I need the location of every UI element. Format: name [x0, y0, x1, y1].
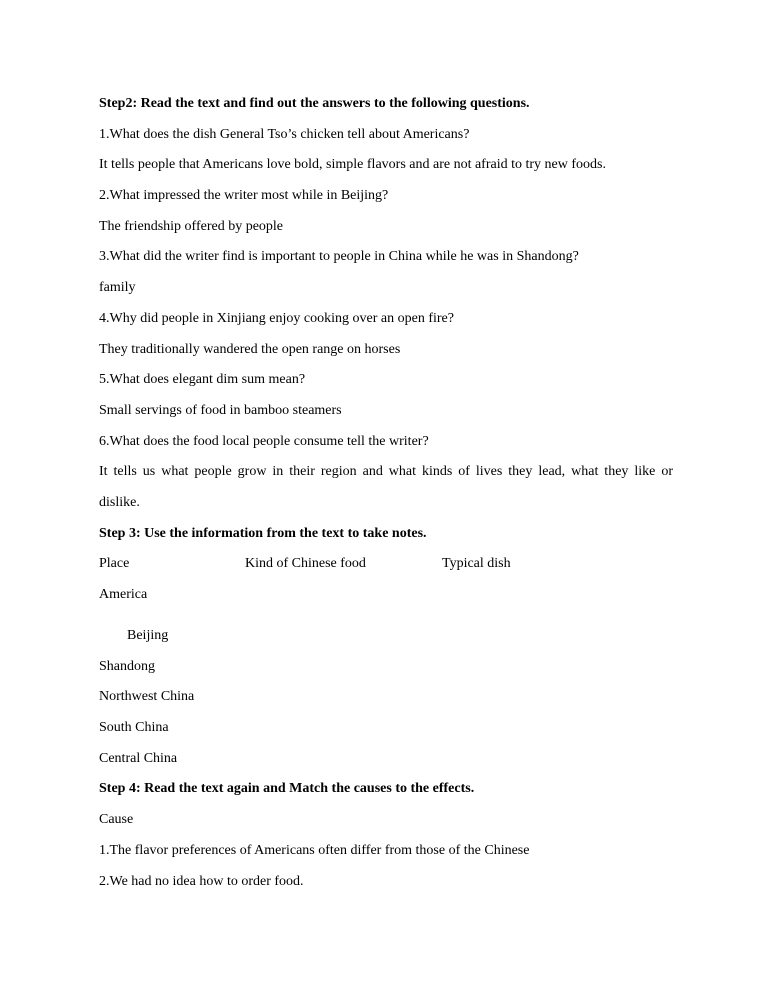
column-header-dish: Typical dish: [442, 556, 511, 572]
answer-4: They traditionally wandered the open range on horses: [99, 341, 401, 357]
place-central-china: Central China: [99, 750, 178, 766]
column-header-place: Place: [99, 556, 130, 572]
place-south-china: South China: [99, 720, 169, 736]
question-6: 6.What does the food local people consume tell the writer?: [99, 433, 429, 449]
answer-6-line-2: dislike.: [99, 494, 140, 510]
cause-2: 2.We had no idea how to order food.: [99, 873, 304, 889]
place-northwest-china: Northwest China: [99, 689, 195, 705]
cause-1: 1.The flavor preferences of Americans often differ from those of the Chinese: [99, 842, 530, 858]
column-header-kind: Kind of Chinese food: [245, 556, 366, 572]
question-1: 1.What does the dish General Tso’s chicken tell about Americans?: [99, 126, 470, 142]
question-3: 3.What did the writer find is important to people in China while he was in Shandong?: [99, 249, 579, 265]
answer-6-line-1: It tells us what people grow in their region and what kinds of lives they lead, what they like or: [99, 464, 673, 480]
question-4: 4.Why did people in Xinjiang enjoy cooking over an open fire?: [99, 310, 454, 326]
answer-5: Small servings of food in bamboo steamers: [99, 402, 342, 418]
notes-table-header: [99, 554, 673, 574]
place-shandong: Shandong: [99, 658, 155, 674]
cause-label: Cause: [99, 812, 134, 828]
place-america: America: [99, 587, 148, 602]
question-2: 2.What impressed the writer most while in Beijing?: [99, 188, 389, 204]
step4-heading: Step 4: Read the text again and Match the causes to the effects.: [99, 781, 475, 797]
place-beijing: Beijing: [127, 628, 169, 643]
answer-2: The friendship offered by people: [99, 218, 284, 234]
document-page: [99, 94, 673, 902]
step3-heading: Step 3: Use the information from the text to take notes.: [99, 525, 427, 541]
answer-3: family: [99, 280, 136, 296]
answer-1: It tells people that Americans love bold, simple flavors and are not afraid to try new foods.: [99, 157, 606, 173]
step2-heading: Step2: Read the text and find out the answers to the following questions.: [99, 96, 530, 111]
question-5: 5.What does elegant dim sum mean?: [99, 372, 306, 388]
